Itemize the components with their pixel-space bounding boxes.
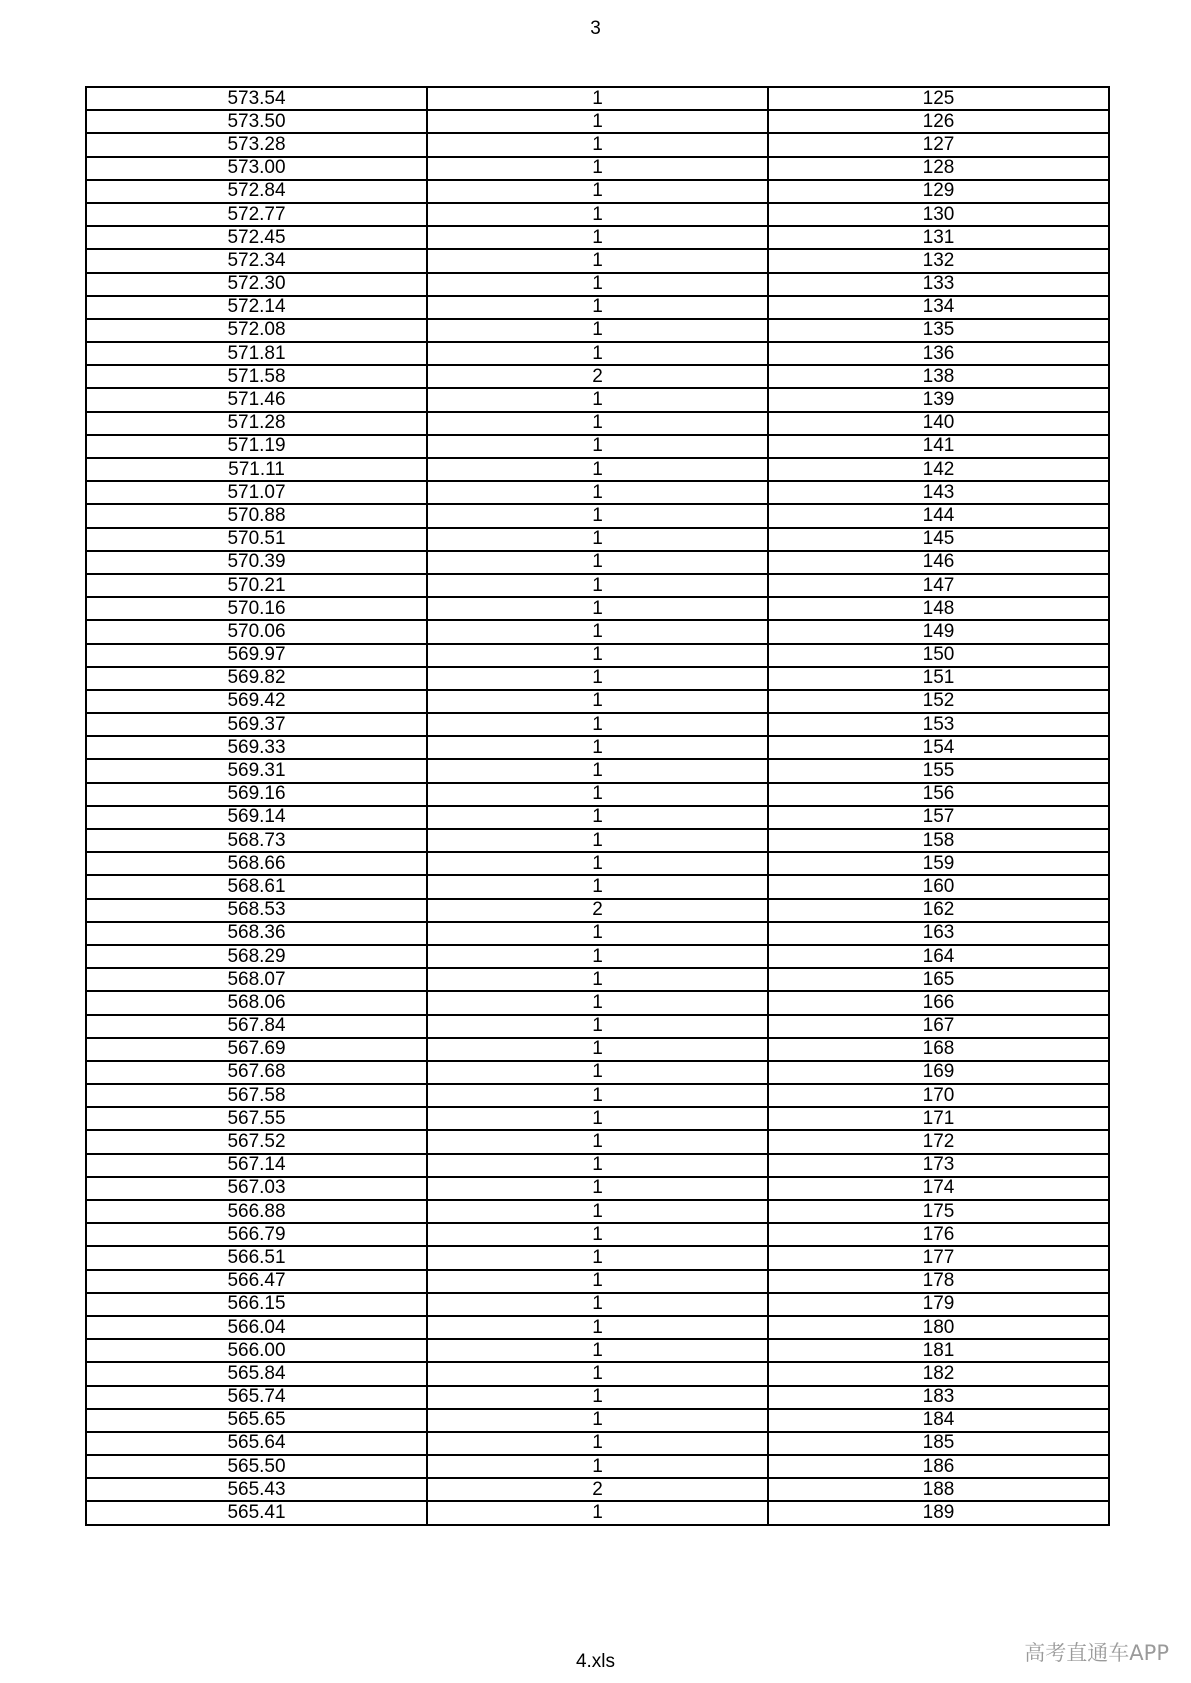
rank-cell: 169 [768,1061,1109,1084]
rank-cell: 144 [768,504,1109,527]
score-cell: 573.54 [86,87,427,110]
table-row [86,1270,1109,1293]
rank-cell: 181 [768,1339,1109,1362]
count-cell: 1 [427,1386,768,1409]
count-cell: 1 [427,388,768,411]
table-row [86,1200,1109,1223]
count-cell: 1 [427,1293,768,1316]
rank-cell: 178 [768,1270,1109,1293]
rank-cell: 168 [768,1038,1109,1061]
table-row [86,481,1109,504]
count-cell: 1 [427,1130,768,1153]
rank-cell: 171 [768,1107,1109,1130]
table-row [86,574,1109,597]
table-row [86,1386,1109,1409]
rank-cell: 154 [768,736,1109,759]
score-cell: 572.77 [86,203,427,226]
table-row [86,388,1109,411]
score-cell: 573.28 [86,133,427,156]
rank-cell: 189 [768,1501,1109,1524]
count-cell: 1 [427,1061,768,1084]
rank-cell: 173 [768,1154,1109,1177]
count-cell: 1 [427,620,768,643]
score-cell: 566.88 [86,1200,427,1223]
score-cell: 565.64 [86,1432,427,1455]
count-cell: 1 [427,1270,768,1293]
rank-cell: 134 [768,296,1109,319]
count-cell: 1 [427,504,768,527]
rank-cell: 126 [768,110,1109,133]
score-cell: 569.97 [86,644,427,667]
count-cell: 1 [427,829,768,852]
score-cell: 571.11 [86,458,427,481]
table-row [86,1339,1109,1362]
rank-cell: 153 [768,713,1109,736]
rank-cell: 136 [768,342,1109,365]
score-cell: 571.46 [86,388,427,411]
rank-cell: 166 [768,991,1109,1014]
count-cell: 1 [427,435,768,458]
table-row [86,1154,1109,1177]
count-cell: 1 [427,1362,768,1385]
rank-cell: 162 [768,899,1109,922]
rank-cell: 127 [768,133,1109,156]
count-cell: 1 [427,157,768,180]
score-cell: 572.45 [86,226,427,249]
score-cell: 571.19 [86,435,427,458]
count-cell: 1 [427,342,768,365]
rank-cell: 146 [768,551,1109,574]
score-cell: 571.81 [86,342,427,365]
table-row [86,968,1109,991]
table-row [86,319,1109,342]
score-cell: 569.31 [86,759,427,782]
rank-cell: 133 [768,273,1109,296]
count-cell: 1 [427,226,768,249]
score-cell: 572.84 [86,180,427,203]
count-cell: 1 [427,1501,768,1524]
count-cell: 1 [427,203,768,226]
table-row [86,1015,1109,1038]
count-cell: 1 [427,273,768,296]
table-row [86,922,1109,945]
table-row [86,1455,1109,1478]
table-row [86,852,1109,875]
table-row [86,551,1109,574]
score-cell: 566.15 [86,1293,427,1316]
count-cell: 1 [427,783,768,806]
rank-cell: 156 [768,783,1109,806]
table-row [86,736,1109,759]
count-cell: 1 [427,574,768,597]
score-cell: 569.14 [86,806,427,829]
table-body [86,87,1109,1525]
score-cell: 567.84 [86,1015,427,1038]
table-row [86,87,1109,110]
table-row [86,1409,1109,1432]
rank-cell: 139 [768,388,1109,411]
table-row [86,365,1109,388]
count-cell: 1 [427,1177,768,1200]
footer-file-name: 4.xls [575,1651,616,1672]
table-row [86,133,1109,156]
score-cell: 570.21 [86,574,427,597]
score-cell: 569.82 [86,667,427,690]
score-cell: 567.68 [86,1061,427,1084]
table-row [86,991,1109,1014]
table-row [86,1246,1109,1269]
table-row [86,1107,1109,1130]
count-cell: 1 [427,690,768,713]
score-cell: 565.41 [86,1501,427,1524]
rank-cell: 177 [768,1246,1109,1269]
rank-cell: 148 [768,597,1109,620]
score-cell: 566.00 [86,1339,427,1362]
count-cell: 1 [427,412,768,435]
rank-cell: 182 [768,1362,1109,1385]
score-cell: 573.50 [86,110,427,133]
rank-cell: 176 [768,1223,1109,1246]
table-row [86,110,1109,133]
count-cell: 2 [427,365,768,388]
score-cell: 567.69 [86,1038,427,1061]
table-row [86,783,1109,806]
table-row [86,296,1109,319]
rank-cell: 143 [768,481,1109,504]
count-cell: 1 [427,528,768,551]
rank-cell: 188 [768,1478,1109,1501]
rank-cell: 172 [768,1130,1109,1153]
score-cell: 566.47 [86,1270,427,1293]
count-cell: 1 [427,551,768,574]
watermark-text: 高考直通车APP [1024,1641,1169,1665]
table-row [86,226,1109,249]
score-cell: 569.33 [86,736,427,759]
score-cell: 568.66 [86,852,427,875]
rank-cell: 149 [768,620,1109,643]
rank-cell: 129 [768,180,1109,203]
count-cell: 1 [427,1223,768,1246]
rank-cell: 180 [768,1316,1109,1339]
table-row [86,690,1109,713]
table-row [86,1293,1109,1316]
count-cell: 1 [427,1339,768,1362]
table-row [86,644,1109,667]
count-cell: 1 [427,1107,768,1130]
table-row [86,667,1109,690]
rank-cell: 155 [768,759,1109,782]
table-row [86,273,1109,296]
count-cell: 1 [427,1200,768,1223]
table-row [86,1501,1109,1524]
score-cell: 567.55 [86,1107,427,1130]
score-cell: 568.07 [86,968,427,991]
count-cell: 1 [427,1409,768,1432]
count-cell: 1 [427,1455,768,1478]
table-row [86,1362,1109,1385]
rank-cell: 175 [768,1200,1109,1223]
score-cell: 568.61 [86,875,427,898]
rank-cell: 147 [768,574,1109,597]
score-cell: 568.36 [86,922,427,945]
table-row [86,157,1109,180]
count-cell: 1 [427,180,768,203]
rank-cell: 135 [768,319,1109,342]
table-row [86,504,1109,527]
score-cell: 566.51 [86,1246,427,1269]
count-cell: 1 [427,1015,768,1038]
table-row [86,180,1109,203]
count-cell: 1 [427,852,768,875]
table-row [86,759,1109,782]
count-cell: 1 [427,481,768,504]
rank-cell: 183 [768,1386,1109,1409]
table-row [86,806,1109,829]
count-cell: 1 [427,110,768,133]
page-number: 3 [590,18,601,39]
count-cell: 1 [427,713,768,736]
score-cell: 568.29 [86,945,427,968]
count-cell: 1 [427,644,768,667]
table-row [86,1478,1109,1501]
table-row [86,249,1109,272]
count-cell: 1 [427,1038,768,1061]
count-cell: 1 [427,1316,768,1339]
score-cell: 565.65 [86,1409,427,1432]
rank-cell: 142 [768,458,1109,481]
count-cell: 1 [427,296,768,319]
count-cell: 1 [427,945,768,968]
score-cell: 567.14 [86,1154,427,1177]
count-cell: 1 [427,1154,768,1177]
rank-cell: 160 [768,875,1109,898]
score-cell: 567.03 [86,1177,427,1200]
count-cell: 1 [427,922,768,945]
score-cell: 572.08 [86,319,427,342]
score-table [85,86,1110,1526]
table-row [86,1177,1109,1200]
rank-cell: 150 [768,644,1109,667]
rank-cell: 163 [768,922,1109,945]
score-cell: 568.06 [86,991,427,1014]
table-row [86,435,1109,458]
rank-cell: 152 [768,690,1109,713]
count-cell: 1 [427,1432,768,1455]
table-row [86,829,1109,852]
count-cell: 1 [427,319,768,342]
rank-cell: 140 [768,412,1109,435]
rank-cell: 185 [768,1432,1109,1455]
count-cell: 1 [427,875,768,898]
score-cell: 571.58 [86,365,427,388]
table-row [86,1130,1109,1153]
rank-cell: 165 [768,968,1109,991]
rank-cell: 170 [768,1084,1109,1107]
score-cell: 572.14 [86,296,427,319]
count-cell: 2 [427,899,768,922]
table-row [86,1223,1109,1246]
score-cell: 565.74 [86,1386,427,1409]
score-cell: 567.58 [86,1084,427,1107]
score-cell: 565.43 [86,1478,427,1501]
count-cell: 1 [427,133,768,156]
score-cell: 565.84 [86,1362,427,1385]
count-cell: 1 [427,1246,768,1269]
table-row [86,1038,1109,1061]
rank-cell: 141 [768,435,1109,458]
count-cell: 2 [427,1478,768,1501]
rank-cell: 130 [768,203,1109,226]
rank-cell: 131 [768,226,1109,249]
rank-cell: 145 [768,528,1109,551]
score-cell: 570.06 [86,620,427,643]
score-cell: 569.37 [86,713,427,736]
score-cell: 571.28 [86,412,427,435]
score-cell: 569.42 [86,690,427,713]
score-cell: 573.00 [86,157,427,180]
score-cell: 571.07 [86,481,427,504]
table-row [86,899,1109,922]
table-row [86,1061,1109,1084]
table-row [86,1432,1109,1455]
table-row [86,875,1109,898]
count-cell: 1 [427,991,768,1014]
count-cell: 1 [427,597,768,620]
table-row [86,945,1109,968]
rank-cell: 151 [768,667,1109,690]
score-cell: 570.39 [86,551,427,574]
score-cell: 566.04 [86,1316,427,1339]
rank-cell: 132 [768,249,1109,272]
table-row [86,597,1109,620]
count-cell: 1 [427,87,768,110]
table-row [86,342,1109,365]
score-cell: 565.50 [86,1455,427,1478]
table-row [86,713,1109,736]
count-cell: 1 [427,736,768,759]
count-cell: 1 [427,968,768,991]
table-row [86,412,1109,435]
rank-cell: 158 [768,829,1109,852]
score-cell: 568.73 [86,829,427,852]
score-cell: 567.52 [86,1130,427,1153]
count-cell: 1 [427,759,768,782]
table-row [86,1084,1109,1107]
count-cell: 1 [427,806,768,829]
table-row [86,458,1109,481]
rank-cell: 157 [768,806,1109,829]
score-cell: 570.16 [86,597,427,620]
count-cell: 1 [427,667,768,690]
score-cell: 566.79 [86,1223,427,1246]
count-cell: 1 [427,458,768,481]
score-cell: 570.51 [86,528,427,551]
rank-cell: 179 [768,1293,1109,1316]
score-cell: 572.30 [86,273,427,296]
rank-cell: 164 [768,945,1109,968]
table-row [86,1316,1109,1339]
count-cell: 1 [427,1084,768,1107]
rank-cell: 125 [768,87,1109,110]
rank-cell: 159 [768,852,1109,875]
score-cell: 569.16 [86,783,427,806]
rank-cell: 174 [768,1177,1109,1200]
rank-cell: 167 [768,1015,1109,1038]
score-cell: 570.88 [86,504,427,527]
rank-cell: 186 [768,1455,1109,1478]
table-row [86,620,1109,643]
table-row [86,528,1109,551]
rank-cell: 128 [768,157,1109,180]
score-cell: 572.34 [86,249,427,272]
rank-cell: 184 [768,1409,1109,1432]
rank-cell: 138 [768,365,1109,388]
count-cell: 1 [427,249,768,272]
score-cell: 568.53 [86,899,427,922]
table-row [86,203,1109,226]
